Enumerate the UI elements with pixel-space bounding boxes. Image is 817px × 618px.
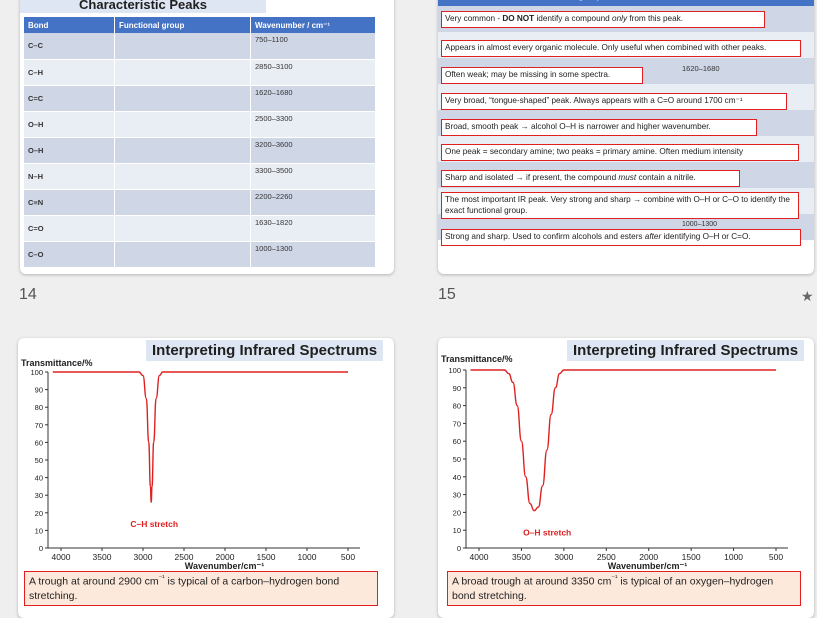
note-text-end: from this peak. [627,14,684,23]
y-tick-label: 80 [452,401,461,411]
table-cell-group [115,33,251,59]
x-tick-label: 500 [768,552,784,562]
wavenumber-cell: 1000–1300 [682,221,718,228]
table-cell-bond: N–H [24,163,115,189]
note-text-text: Broad, smooth peak → alcohol O–H is narrower and higher wavenumber. [445,122,711,131]
header-functional-group [536,0,601,1]
note-text-bold: DO NOT [502,14,535,23]
x-tick-label: 2500 [596,552,616,562]
annotation-note [441,144,799,161]
x-tick-label: 500 [340,552,356,562]
slide-caption [447,571,801,606]
annotation-note [441,67,643,84]
table-cell-wavenumber: 1000–1300 [251,241,376,267]
table-cell-bond: C–O [24,241,115,267]
note-text-italic: after [644,232,662,241]
x-tick-label: 1000 [297,552,317,562]
note-text-text: Very common - [445,14,503,23]
slide-title: Interpreting Infrared Spectrums [567,340,804,361]
table-cell-wavenumber: 2850–3100 [251,59,376,85]
y-tick-label: 90 [452,383,461,393]
x-tick-label: 2000 [639,552,659,562]
table-cell-wavenumber: 3300–3500 [251,163,376,189]
table-row [24,215,376,241]
spectrum-line [471,370,776,511]
ir-spectrum-chart [438,360,814,590]
caption-text-a: A trough at around 2900 cm [29,575,159,588]
table-cell-group [115,85,251,111]
note-text-text: Very broad, “tongue-shaped” peak. Always appears with a C=O around 1700 cm⁻¹ [445,96,743,105]
table-row [24,33,376,59]
table-cell-wavenumber: 3200–3600 [251,137,376,163]
slide-number-15: 15 [438,286,456,303]
table-cell-wavenumber: 750–1100 [251,33,376,59]
table-cell-group [115,137,251,163]
x-tick-label: 3000 [133,552,153,562]
x-axis-label: Wavenumber/cm⁻¹ [607,561,688,571]
y-tick-label: 40 [452,472,461,482]
x-tick-label: 1000 [724,552,744,562]
annotation-note [441,40,801,57]
x-tick-label: 3500 [511,552,531,562]
note-text-italic: only [612,14,628,23]
table-cell-wavenumber: 1630–1820 [251,215,376,241]
note-text-text: Often weak; may be missing in some spectra. [445,70,611,79]
y-tick-label: 100 [30,368,43,377]
note-text-italic: must [618,173,637,182]
y-tick-label: 70 [452,419,461,429]
header-bond [442,0,462,1]
slide-title: Interpreting Infrared Spectrums [146,340,383,361]
y-tick-label: 70 [34,420,43,430]
table-row [24,85,376,111]
table-cell-bond: C=O [24,215,115,241]
y-tick-label: 20 [34,508,43,518]
slide-15-thumbnail[interactable] [438,0,814,274]
slide-caption [24,571,378,606]
y-tick-label: 0 [456,544,461,553]
peak-annotation-label: C–H stretch [130,519,179,530]
header-bond: Bond [24,17,115,33]
y-tick-label: 0 [38,544,43,553]
table-cell-wavenumber: 2500–3300 [251,111,376,137]
slide-title: Characteristic Peaks [20,0,266,13]
table-row [24,241,376,267]
table-cell-bond: O–H [24,111,115,137]
header-wavenumber [682,0,757,1]
characteristic-peaks-table [24,17,376,268]
x-tick-label: 3000 [554,552,574,562]
wavenumber-cell: 1620–1680 [682,64,720,73]
table-cell-group [115,59,251,85]
y-axis-label: Transmittance/% [21,358,93,368]
note-text-mid: identify a compound [534,14,613,23]
x-tick-label: 4000 [51,552,71,562]
header-wavenumber: Wavenumber / cm⁻¹ [251,17,376,33]
x-tick-label: 3500 [92,552,112,562]
spectrum-line [53,372,348,502]
annotation-note [441,170,740,187]
header-functional-group: Functional group [115,17,251,33]
table-cell-group [115,111,251,137]
table-cell-wavenumber: 1620–1680 [251,85,376,111]
table-cell-wavenumber: 2200–2260 [251,189,376,215]
y-tick-label: 50 [452,455,461,464]
annotation-note [441,93,787,110]
y-tick-label: 10 [34,526,43,536]
note-text-text: Appears in almost every organic molecule. Only useful when combined with other peaks. [445,43,767,52]
note-text-end: identifying O–H or C=O. [661,232,751,241]
caption-superscript: ⁻¹ [611,575,618,582]
table-row [24,111,376,137]
note-text-text: Strong and sharp. Used to confirm alcohols and esters [445,232,645,241]
x-tick-label: 2000 [215,552,235,562]
annotation-note [441,229,801,246]
annotation-note [441,11,765,28]
x-tick-label: 4000 [469,552,489,562]
y-tick-label: 30 [452,490,461,500]
slide-14-thumbnail[interactable] [20,0,394,274]
table-row [24,59,376,85]
note-text-end: contain a nitrile. [636,173,696,182]
table-cell-bond: C–C [24,33,115,59]
table-cell-bond: C–H [24,59,115,85]
note-text-text: The most important IR peak. Very strong and sharp → combine with O–H or C–O to identify the exact functional group. [445,195,790,215]
table-cell-bond: O–H [24,137,115,163]
caption-text-b: is typical of a carbon–hydrogen bond stretching. [29,575,340,602]
slide-17-thumbnail[interactable] [438,338,814,618]
y-tick-label: 90 [34,385,43,395]
x-tick-label: 1500 [681,552,701,562]
table-cell-group [115,215,251,241]
y-tick-label: 100 [448,366,461,375]
y-tick-label: 30 [34,491,43,501]
star-icon[interactable]: ★ [801,288,814,304]
note-text-text: Sharp and isolated → if present, the compound [445,173,619,182]
peak-annotation-label: O–H stretch [523,527,572,538]
slide-16-thumbnail[interactable] [18,338,394,618]
slide-number-14: 14 [19,286,37,303]
caption-text-a: A broad trough at around 3350 cm [452,575,612,588]
table-cell-group [115,241,251,267]
annotation-note [441,119,757,136]
table-cell-group [115,189,251,215]
ir-spectrum-chart [18,362,394,592]
caption-superscript: ⁻¹ [158,575,165,582]
table-cell-bond: C=C [24,85,115,111]
table-row [24,137,376,163]
y-tick-label: 50 [34,456,43,465]
table-row [24,189,376,215]
y-tick-label: 60 [34,438,43,448]
y-axis-label: Transmittance/% [441,354,513,364]
y-tick-label: 60 [452,437,461,447]
x-tick-label: 2500 [174,552,194,562]
table-cell-bond: C≡N [24,189,115,215]
annotation-note [441,192,799,219]
table-row [24,163,376,189]
y-tick-label: 10 [452,526,461,536]
x-axis-label: Wavenumber/cm⁻¹ [184,561,265,571]
y-tick-label: 80 [34,403,43,413]
y-tick-label: 20 [452,508,461,518]
caption-text-b: is typical of an oxygen–hydrogen bond stretching. [452,575,774,602]
y-tick-label: 40 [34,473,43,483]
x-tick-label: 1500 [256,552,276,562]
note-text-text: One peak = secondary amine; two peaks = primary amine. Often medium intensity [445,147,744,156]
table-cell-group [115,163,251,189]
